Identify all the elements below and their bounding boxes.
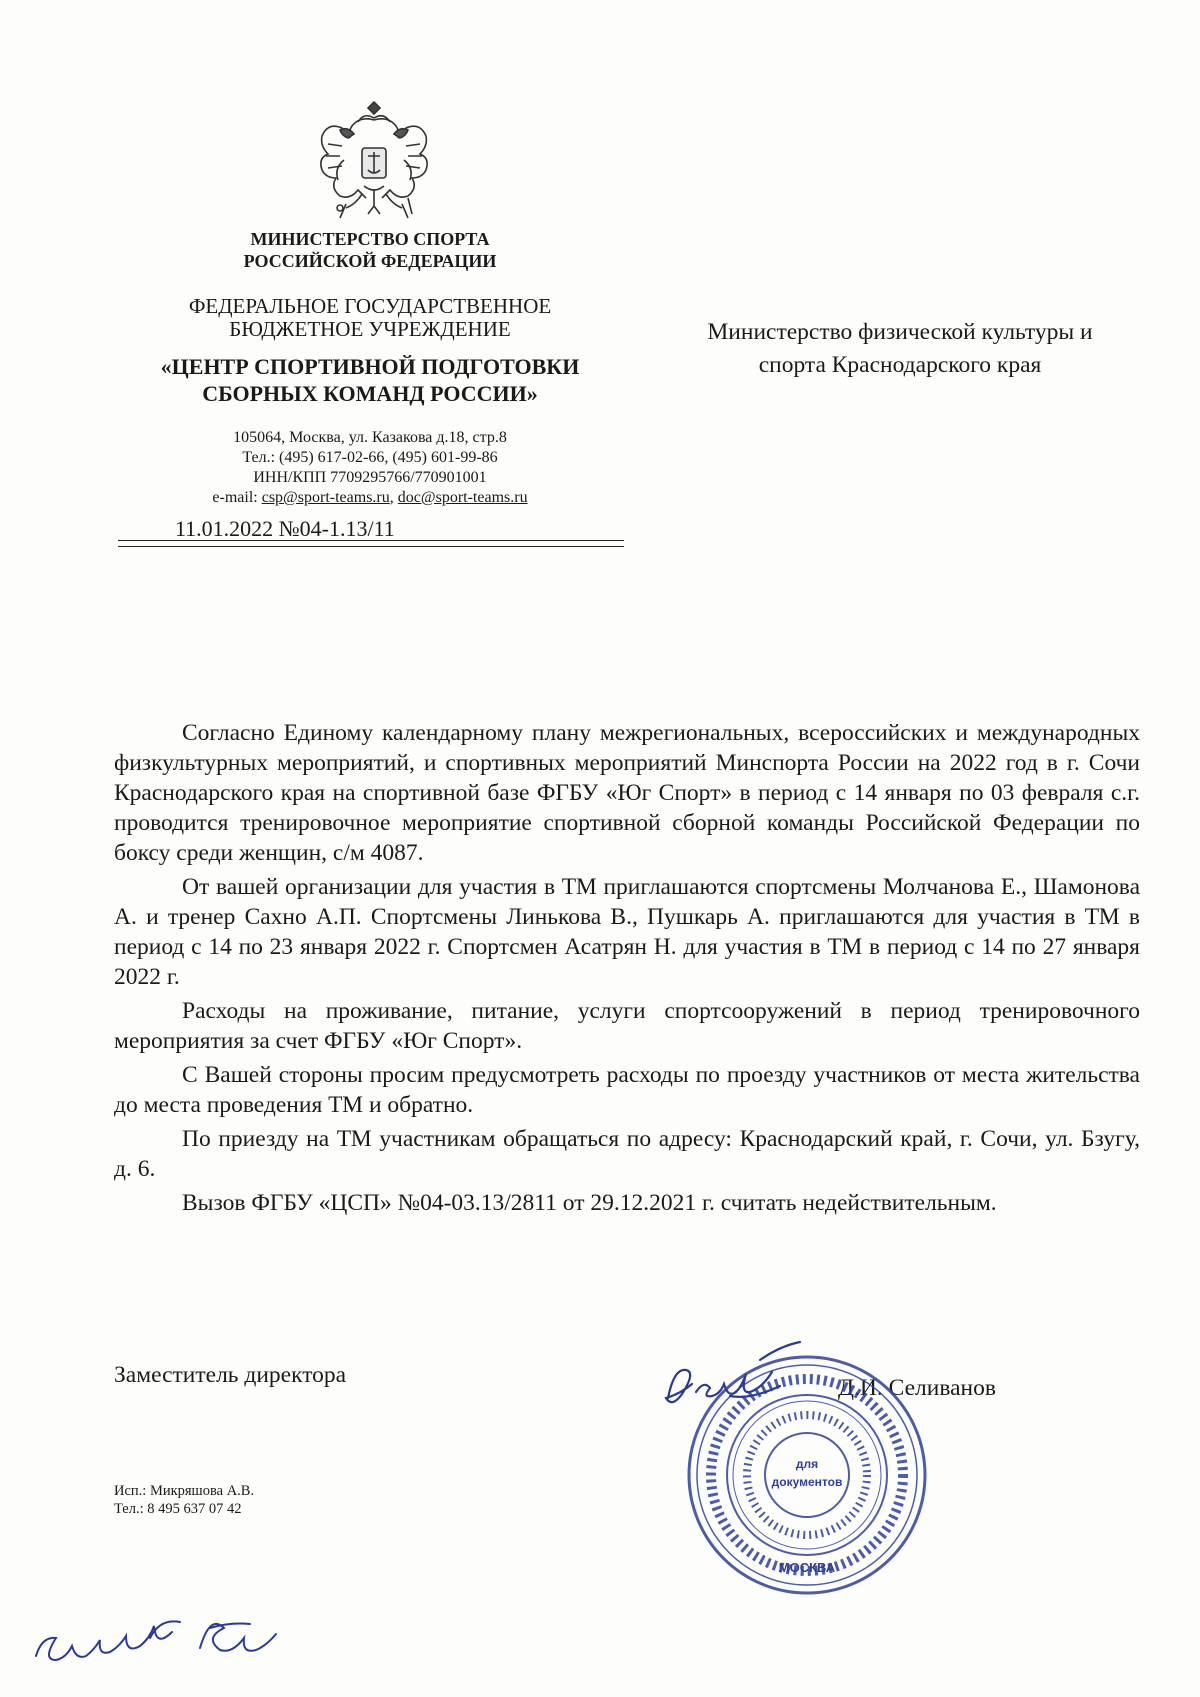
- address: 105064, Москва, ул. Казакова д.18, стр.8: [233, 429, 507, 446]
- divider-top: [118, 540, 624, 541]
- email-separator: ,: [389, 489, 398, 506]
- fgbu-line-1: ФЕДЕРАЛЬНОЕ ГОСУДАРСТВЕННОЕ: [188, 294, 552, 318]
- registration-number: 11.01.2022 №04-1.13/11: [175, 516, 395, 541]
- recipient-line-2: спорта Краснодарского края: [758, 352, 1042, 378]
- signer-name: Д.И. Селиванов: [838, 1375, 996, 1401]
- ministry-name: [110, 228, 630, 272]
- inn-kpp: ИНН/КПП 7709295766/770901001: [253, 469, 487, 486]
- stamp-center-line-2: документов: [771, 1475, 843, 1489]
- paragraph-4: С Вашей стороны просим предусмотреть расходы по проезду участников от места жительства до места проведения ТМ и обратно.: [114, 1062, 1140, 1118]
- coat-of-arms-icon: [318, 100, 430, 220]
- recipient-line-1: Министерство физической культуры и: [707, 319, 1093, 345]
- letter-body: [114, 718, 1140, 1218]
- signer-position: Заместитель директора: [114, 1362, 347, 1388]
- paragraph-6: Вызов ФГБУ «ЦСП» №04-03.13/2811 от 29.12.2021 г. считать недействительным.: [182, 1190, 997, 1216]
- email-line: [110, 488, 630, 508]
- executor-name: Исп.: Микряшова А.В.: [114, 1483, 255, 1499]
- stamp-center-line-1: для: [795, 1457, 819, 1471]
- paragraph-1: Согласно Единому календарному плану межрегиональных, всероссийских и международных физкультурных мероприятий, и спортивных мероприятий Минспорта России на 2022 год в г. Сочи Краснодарского края на спортивной базе ФГБУ «Юг Спорт» в период с 14 января по 03 февраля с.г. проводится тренировочное мероприятие спортивной сборной команды Российской Федерации по боксу среди женщин, с/м 4087.: [114, 720, 1140, 866]
- stamp-bottom-text: МОСКВА: [778, 1560, 836, 1575]
- corner-signature: [30, 1608, 300, 1678]
- phone: Тел.: (495) 617-02-66, (495) 601-99-86: [242, 449, 498, 466]
- divider-bottom: [118, 546, 624, 547]
- fgbu-type: [110, 295, 630, 341]
- contacts-block: [110, 428, 630, 508]
- paragraph-3: Расходы на проживание, питание, услуги спортсооружений в период тренировочного мероприятия за счет ФГБУ «Юг Спорт».: [114, 998, 1140, 1054]
- fgbu-line-2: БЮДЖЕТНОЕ УЧРЕЖДЕНИЕ: [229, 317, 511, 341]
- center-line-1: «ЦЕНТР СПОРТИВНОЙ ПОДГОТОВКИ: [160, 354, 580, 379]
- paragraph-5: По приезду на ТМ участникам обращаться по адресу: Краснодарский край, г. Сочи, ул. Бзугу, д. 6.: [114, 1126, 1140, 1182]
- email-label: e-mail:: [212, 489, 262, 506]
- executor-phone: Тел.: 8 495 637 07 42: [114, 1501, 242, 1517]
- email-link-csp[interactable]: csp@sport-teams.ru: [261, 489, 390, 506]
- handwritten-signature: [660, 1336, 820, 1426]
- center-name: [110, 353, 630, 407]
- ministry-line-2: РОССИЙСКОЙ ФЕДЕРАЦИИ: [243, 251, 497, 271]
- ministry-line-1: МИНИСТЕРСТВО СПОРТА: [250, 229, 490, 249]
- email-link-doc[interactable]: doc@sport-teams.ru: [397, 489, 528, 506]
- executor-block: [114, 1482, 254, 1518]
- center-line-2: СБОРНЫХ КОМАНД РОССИИ»: [202, 381, 538, 406]
- recipient: [650, 316, 1150, 382]
- paragraph-2: От вашей организации для участия в ТМ приглашаются спортсмены Молчанова Е., Шамонова А. и тренер Сахно А.П. Спортсмены Линькова В., Пушкарь А. приглашаются для участия в ТМ в период с 14 по 23 января 2022 г. Спортсмен Асатрян Н. для участия в ТМ в период с 14 по 27 января 2022 г.: [114, 874, 1140, 990]
